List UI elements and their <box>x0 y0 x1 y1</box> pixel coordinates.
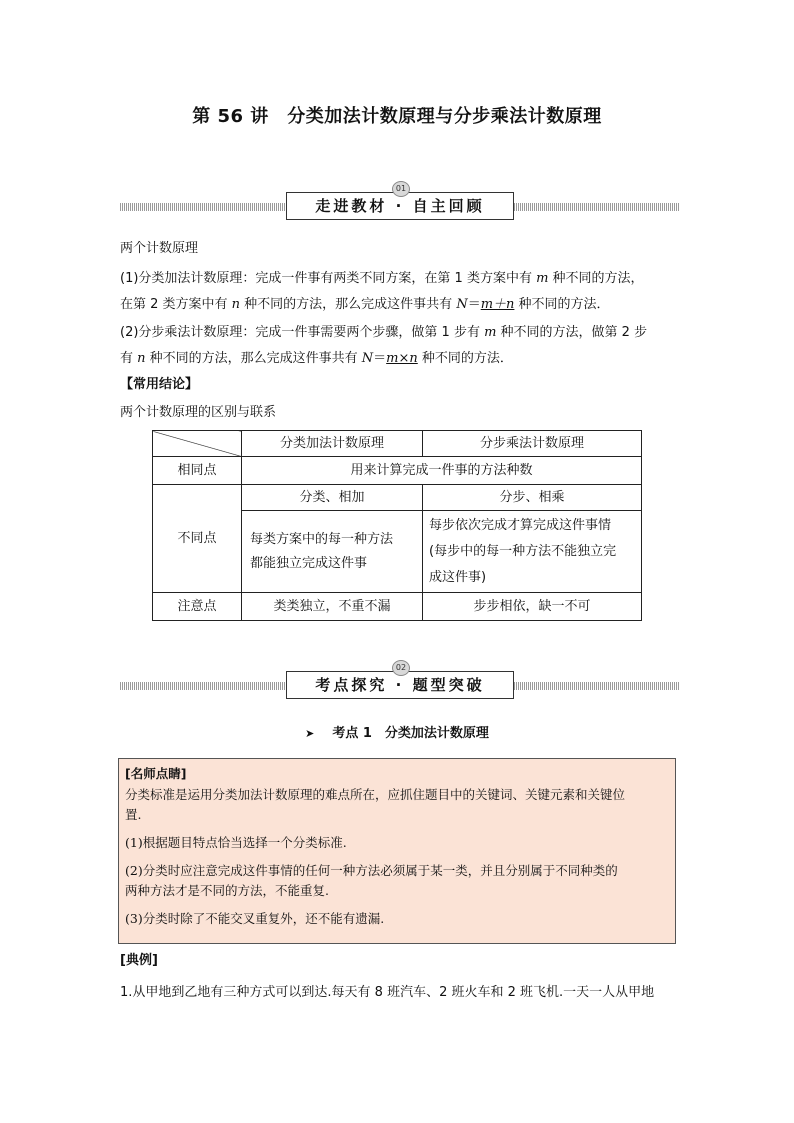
text-run: 种不同的方法． <box>514 297 610 312</box>
tip-text: (2)分类时应注意完成这件事情的任何一种方法必须属于某一类，并且分别属于不同种类的 <box>125 863 618 878</box>
teacher-tip-box <box>118 758 676 944</box>
banner-rule-left <box>120 203 288 211</box>
banner-rule-left <box>120 682 288 690</box>
tip-line <box>125 785 669 825</box>
text-run: ＝ <box>373 351 387 366</box>
table-cell: 分类、相加 <box>242 485 423 511</box>
subsection-label: 考点 1 分类加法计数原理 <box>332 726 489 741</box>
subsection-heading <box>0 722 794 741</box>
table-row <box>153 485 642 511</box>
text-run: 在第 2 类方案中有 <box>120 297 232 312</box>
section-title: 走进教材 · 自主回顾 <box>286 192 514 220</box>
principle-addition-paragraph <box>120 266 680 318</box>
answer-blank: m×n <box>386 351 418 366</box>
example-question: 1.从甲地到乙地有三种方式可以到达.每天有 8 班汽车、2 班火车和 2 班飞机.一天一人从甲地 <box>120 985 655 1000</box>
table-cell: 类类独立，不重不漏 <box>242 593 423 621</box>
table-cell: 步步相依，缺一不可 <box>423 593 642 621</box>
intro-heading: 两个计数原理 <box>120 241 199 256</box>
math-var: N <box>456 297 468 312</box>
math-var: N <box>361 351 374 366</box>
text-run: 种不同的方法，做第 2 步 <box>496 325 648 340</box>
table-header-cell: 分类加法计数原理 <box>242 431 423 457</box>
text-run: 种不同的方法，那么完成这件事共有 <box>240 297 457 312</box>
banner-rule-right <box>512 203 680 211</box>
cell-line: (每步中的每一种方法不能独立完 <box>429 543 617 559</box>
math-var: n <box>137 351 146 366</box>
principle-multiplication-paragraph <box>120 320 680 372</box>
cell-line: 都能独立完成这件事 <box>250 555 368 571</box>
text-run: 种不同的方法， <box>548 271 644 286</box>
table-caption: 两个计数原理的区别与联系 <box>120 405 277 420</box>
math-var: m <box>536 271 549 286</box>
section-banner-explore <box>120 663 680 701</box>
tip-title: [名师点睛] <box>125 766 187 781</box>
tip-text: 置. <box>125 807 142 822</box>
text-run: (1)分类加法计数原理：完成一件事有两类不同方案，在第 1 类方案中有 <box>120 271 537 286</box>
section-banner-review <box>120 184 680 222</box>
text-run: 种不同的方法． <box>417 351 513 366</box>
table-corner-cell <box>153 431 242 457</box>
page-title: 第 56 讲 分类加法计数原理与分步乘法计数原理 <box>192 106 602 127</box>
answer-blank: m＋n <box>480 297 515 312</box>
comparison-table <box>152 430 642 621</box>
tip-line: (1)根据题目特点恰当选择一个分类标准. <box>125 835 347 850</box>
tip-line: (3)分类时除了不能交叉重复外，还不能有遗漏. <box>125 911 385 926</box>
example-tag: [典例] <box>120 953 158 968</box>
math-var: m <box>484 325 497 340</box>
text-run: 种不同的方法，那么完成这件事共有 <box>145 351 362 366</box>
cell-line: 每步依次完成才算完成这件事情 <box>429 517 612 533</box>
table-row-label: 不同点 <box>153 485 242 593</box>
table-cell <box>423 511 642 593</box>
conclusion-tag: 【常用结论】 <box>120 377 199 392</box>
section-number-badge: 02 <box>392 660 410 676</box>
table-row <box>153 593 642 621</box>
banner-rule-right <box>512 682 680 690</box>
table-row-label: 相同点 <box>153 457 242 485</box>
text-run: (2)分步乘法计数原理：完成一件事需要两个步骤，做第 1 步有 <box>120 325 485 340</box>
text-run: 有 <box>120 351 138 366</box>
table-header-cell: 分步乘法计数原理 <box>423 431 642 457</box>
tip-text: 两种方法才是不同的方法，不能重复. <box>125 883 329 898</box>
text-run: ＝ <box>467 297 481 312</box>
table-cell: 分步、相乘 <box>423 485 642 511</box>
table-row <box>153 457 642 485</box>
cell-line: 每类方案中的每一种方法 <box>250 531 394 547</box>
math-var: n <box>231 297 241 312</box>
table-row <box>153 431 642 457</box>
section-number-badge: 01 <box>392 181 410 197</box>
cell-line: 成这件事) <box>429 569 487 585</box>
table-cell: 用来计算完成一件事的方法种数 <box>242 457 642 485</box>
arrow-icon: ➤ <box>305 727 315 740</box>
table-row-label: 注意点 <box>153 593 242 621</box>
tip-text: 分类标准是运用分类加法计数原理的难点所在，应抓住题目中的关键词、关键元素和关键位 <box>125 787 626 802</box>
section-title: 考点探究 · 题型突破 <box>286 671 514 699</box>
table-cell <box>242 511 423 593</box>
tip-line <box>125 861 669 901</box>
